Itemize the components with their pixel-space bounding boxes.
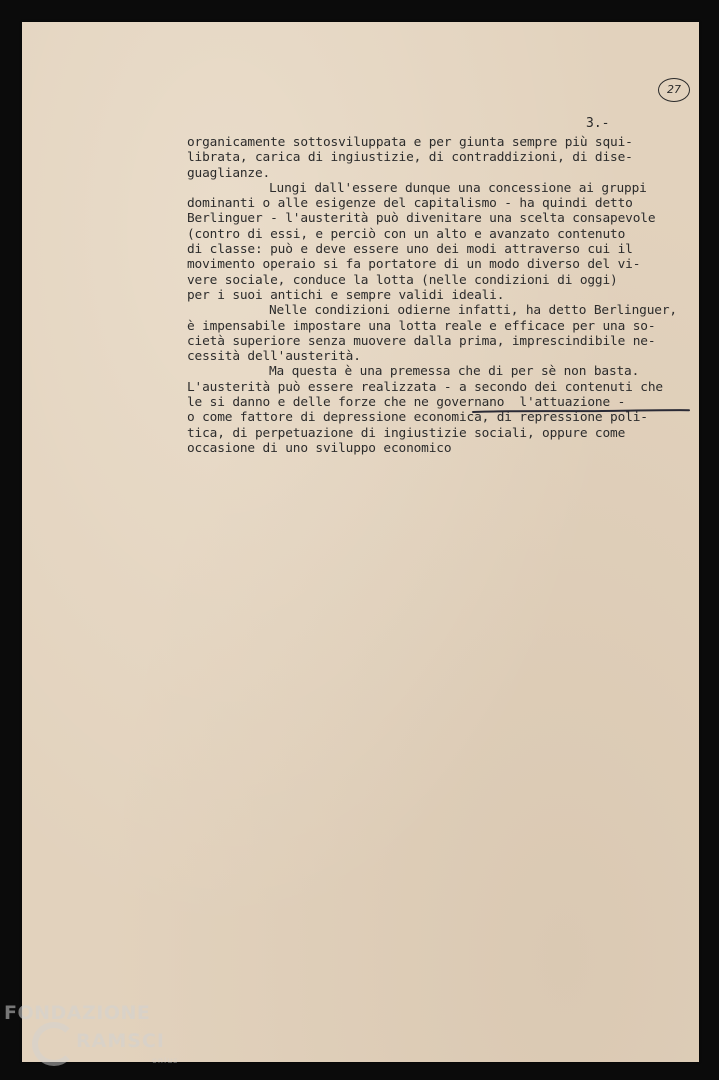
text-line: cietà superiore senza muovere dalla prima, imprescindibile ne- — [187, 333, 656, 349]
watermark-suffix: onlus — [152, 1056, 179, 1065]
text-line: tica, di perpetuazione di ingiustizie sociali, oppure come — [187, 425, 626, 441]
text-line: Ma questa è una premessa che di per sè non basta. — [269, 364, 640, 380]
text-line: (contro di essi, e perciò con un alto e avanzato contenuto — [187, 226, 626, 242]
handwritten-underline-stroke — [472, 408, 690, 414]
text-line: occasione di uno sviluppo economico — [187, 440, 452, 456]
text-line: guaglianze. — [187, 165, 271, 181]
text-line: o come fattore di depressione economica, di repressione poli- — [187, 410, 648, 426]
text-line: di classe: può e deve essere uno dei modi attraverso cui il — [187, 242, 633, 258]
text-line: dominanti o alle esigenze del capitalismo - ha quindi detto — [187, 196, 633, 212]
fondazione-gramsci-watermark — [4, 1002, 184, 1080]
archive-stamp: 27 — [658, 78, 690, 102]
text-line: Nelle condizioni odierne infatti, ha detto Berlinguer, — [269, 303, 677, 319]
text-line: cessità dell'austerità. — [187, 349, 361, 365]
text-line: vere sociale, conduce la lotta (nelle condizioni di oggi) — [187, 272, 618, 288]
page-number: 3.- — [586, 116, 610, 131]
text-line: organicamente sottosviluppata e per giunta sempre più squi- — [187, 135, 633, 150]
text-line: librata, carica di ingiustizie, di contraddizioni, di dise- — [187, 150, 633, 166]
text-line: Lungi dall'essere dunque una concessione ai gruppi — [269, 180, 647, 196]
text-line: per i suoi antichi e sempre validi ideali. — [187, 287, 505, 303]
text-line: L'austerità può essere realizzata - a secondo dei contenuti che — [187, 379, 663, 395]
text-line: Berlinguer - l'austerità può divenitare una scelta consapevole — [187, 211, 656, 227]
text-line: movimento operaio si fa portatore di un modo diverso del vi- — [187, 257, 641, 273]
text-line: le si danno e delle forze che ne governano l'attuazione - — [187, 395, 626, 411]
watermark-g-logo-icon — [32, 1022, 76, 1066]
text-line: è impensabile impostare una lotta reale e efficace per una so- — [187, 318, 656, 334]
watermark-line-1: FONDAZIONE — [4, 1002, 151, 1024]
watermark-line-2: RAMSCI — [76, 1030, 165, 1052]
